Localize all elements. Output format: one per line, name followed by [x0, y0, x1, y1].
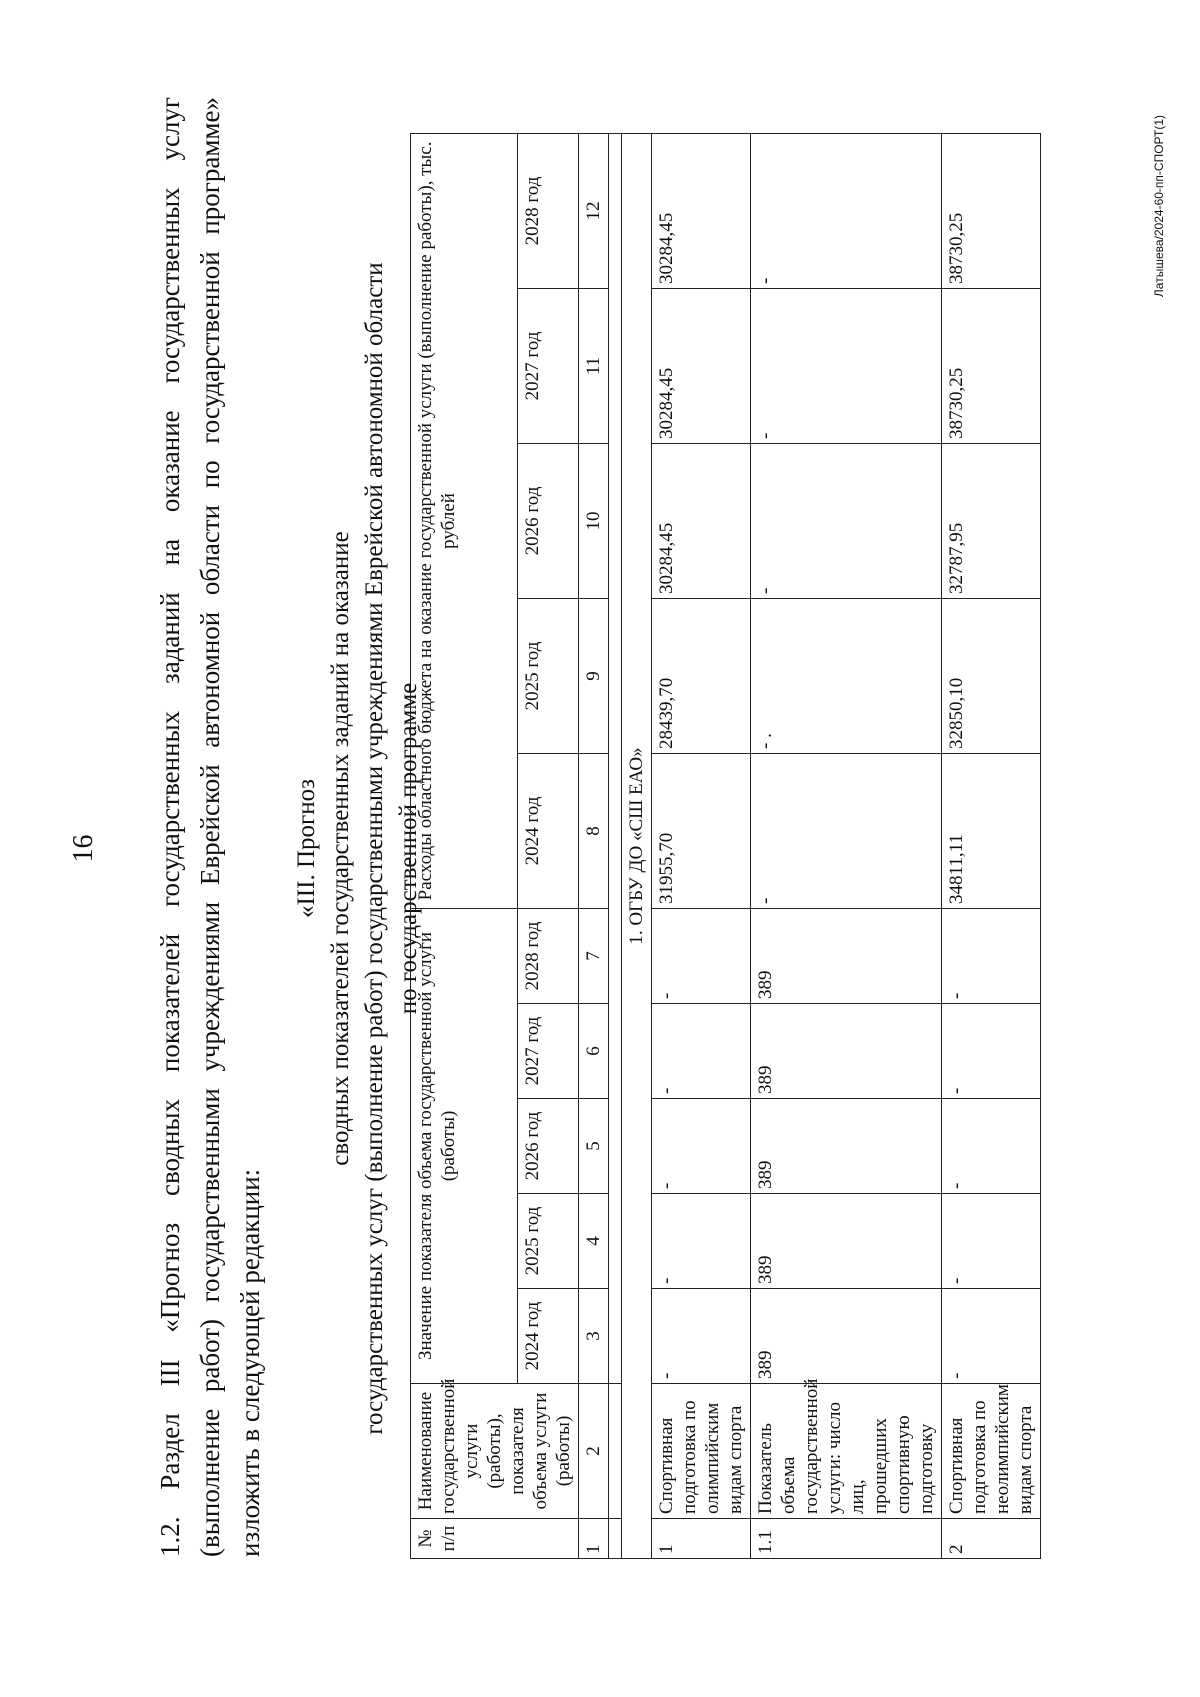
organization-name: 1. ОГБУ ДО «СШ ЕАО» [622, 133, 652, 1558]
row-value: 389 [751, 1194, 942, 1289]
row-value: - . [751, 598, 942, 753]
row-value: 30284,45 [652, 133, 751, 288]
col-number: 12 [579, 133, 609, 288]
row-value: 34811,11 [942, 753, 1041, 908]
row-value: 32850,10 [942, 598, 1041, 753]
row-name: Спортивная подготовка по неолимпийским видам спорта [942, 1384, 1041, 1519]
header-row-1 [411, 133, 518, 1558]
col-number: 2 [579, 1384, 609, 1519]
header-name: Наименование государственной услуги (работы), показателя объема услуги (работы) [411, 1384, 579, 1519]
forecast-table-wrapper [410, 134, 1041, 1559]
row-name: Показатель объема государственной услуги: число лиц, прошедших спортивную подготовку [751, 1384, 942, 1519]
intro-line-1: 1.2. Раздел III «Прогноз сводных показателей государственных заданий на оказание государственных услуг [155, 97, 185, 1557]
header-year: 2025 год [518, 598, 579, 753]
row-value: 28439,70 [652, 598, 751, 753]
row-value: - [751, 753, 942, 908]
row-value: - [751, 443, 942, 598]
intro-line-3: изложить в следующей редакции: [235, 1168, 265, 1557]
header-year: 2024 год [518, 1289, 579, 1384]
header-num: № п/п [411, 1519, 579, 1559]
row-value: 31955,70 [652, 753, 751, 908]
row-num: 1 [652, 1519, 751, 1559]
heading-line-4: по государственной программе [395, 682, 422, 1015]
row-value: - [942, 1289, 1041, 1384]
row-value: 389 [751, 908, 942, 1003]
row-value: - [652, 908, 751, 1003]
col-number: 1 [579, 1519, 609, 1559]
row-value: 32787,95 [942, 443, 1041, 598]
row-name: Спортивная подготовка по олимпийским видам спорта [652, 1384, 751, 1519]
row-value: - [942, 1194, 1041, 1289]
heading-line-3: государственных услуг (выполнение работ) государственными учреждениями Еврейской автономной области [361, 262, 388, 1435]
table-row [652, 133, 751, 1558]
table-row [942, 133, 1041, 1558]
header-year: 2024 год [518, 753, 579, 908]
row-value: 30284,45 [652, 288, 751, 443]
row-value: - [751, 288, 942, 443]
row-value: 389 [751, 1004, 942, 1099]
page-number: 16 [68, 834, 99, 863]
row-value: - [652, 1099, 751, 1194]
header-year: 2026 год [518, 1099, 579, 1194]
heading-line-2: сводных показателей государственных заданий на оказание [327, 531, 354, 1166]
document-code: Латышева/2024-60-пп-СПОРТ(1) [1152, 115, 1166, 298]
row-value: - [942, 1004, 1041, 1099]
col-number: 3 [579, 1289, 609, 1384]
col-number: 6 [579, 1004, 609, 1099]
row-value: - [942, 1099, 1041, 1194]
row-value: 389 [751, 1099, 942, 1194]
col-number: 4 [579, 1194, 609, 1289]
intro-paragraph [150, 97, 270, 1557]
column-number-row [579, 133, 609, 1558]
row-value: - [942, 908, 1041, 1003]
row-value: 38730,25 [942, 288, 1041, 443]
col-number: 9 [579, 598, 609, 753]
header-year: 2025 год [518, 1194, 579, 1289]
table-row [751, 133, 942, 1558]
row-value: - [652, 1004, 751, 1099]
col-number: 7 [579, 908, 609, 1003]
section-heading [290, 0, 426, 1697]
row-value: 38730,25 [942, 133, 1041, 288]
header-year: 2028 год [518, 133, 579, 288]
header-row-years [518, 133, 579, 1558]
intro-line-2: (выполнение работ) государственными учреждениями Еврейской автономной области по государственной программе» [195, 97, 225, 1557]
row-value: - [751, 133, 942, 288]
header-volume-group: Значение показателя объема государственной услуги (работы) [411, 908, 518, 1383]
header-year: 2027 год [518, 288, 579, 443]
separator-row [609, 133, 622, 1558]
heading-line-1: «III. Прогноз [293, 778, 320, 919]
col-number: 8 [579, 753, 609, 908]
col-number: 10 [579, 443, 609, 598]
header-year: 2027 год [518, 1004, 579, 1099]
row-num: 1.1 [751, 1519, 942, 1559]
row-value: 30284,45 [652, 443, 751, 598]
col-number: 11 [579, 288, 609, 443]
row-value: - [652, 1194, 751, 1289]
col-number: 5 [579, 1099, 609, 1194]
organization-row [622, 133, 652, 1558]
header-expense-group: Расходы областного бюджета на оказание государственной услуги (выполнение работы), тыс. рублей [411, 133, 518, 908]
header-year: 2028 год [518, 908, 579, 1003]
header-year: 2026 год [518, 443, 579, 598]
row-value: 389 [751, 1289, 942, 1384]
forecast-table [410, 133, 1041, 1559]
row-num: 2 [942, 1519, 1041, 1559]
row-value: - [652, 1289, 751, 1384]
